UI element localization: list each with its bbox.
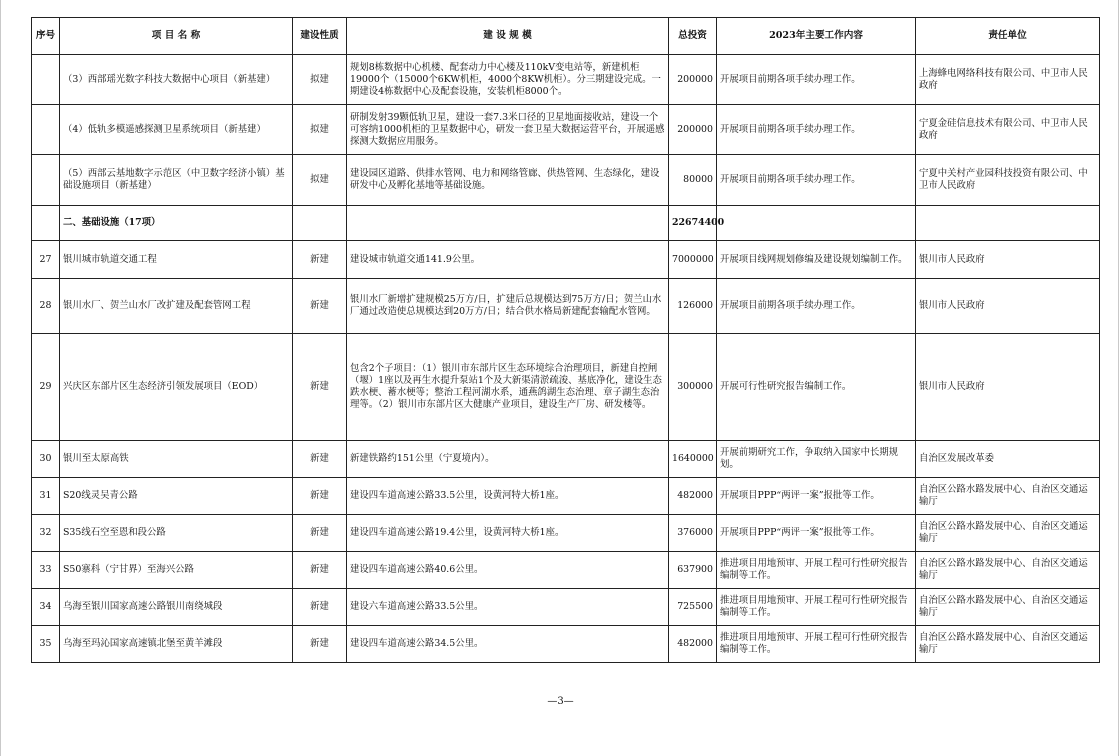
- cell-name: 乌海至玛沁国家高速镇北堡至黄羊滩段: [60, 626, 293, 663]
- cell-scale: 新建铁路约151公里（宁夏境内）。: [347, 441, 669, 478]
- table-row: [32, 334, 1100, 441]
- cell-seq: 30: [32, 441, 60, 478]
- cell-scale: 建设四车道高速公路40.6公里。: [347, 552, 669, 589]
- cell-nature: 拟建: [293, 155, 347, 206]
- cell-nature: 新建: [293, 241, 347, 279]
- cell-work: 开展项目PPP“两评一案”报批等工作。: [717, 515, 916, 552]
- cell-seq: 34: [32, 589, 60, 626]
- cell-scale: 建设四车道高速公路34.5公里。: [347, 626, 669, 663]
- cell-nature: 新建: [293, 478, 347, 515]
- header-seq: 序号: [32, 18, 60, 55]
- cell-unit: 银川市人民政府: [916, 334, 1100, 441]
- header-nature: 建设性质: [293, 18, 347, 55]
- header-unit: 责任单位: [916, 18, 1100, 55]
- cell-work: 开展项目线网规划修编及建设规划编制工作。: [717, 241, 916, 279]
- cell-unit: 自治区公路水路发展中心、自治区交通运输厅: [916, 552, 1100, 589]
- cell-invest: 300000: [669, 334, 717, 441]
- table-row: [32, 626, 1100, 663]
- table-row: [32, 279, 1100, 334]
- cell-name: 银川城市轨道交通工程: [60, 241, 293, 279]
- table-row: [32, 589, 1100, 626]
- cell-work: 开展项目前期各项手续办理工作。: [717, 155, 916, 206]
- cell-scale: 研制发射39颗低轨卫星，建设一套7.3米口径的卫星地面接收站，建设一个可容纳1000机柜的卫星数据中心，研发一套卫星大数据运营平台，开展遥感探测大数据应用服务。: [347, 105, 669, 155]
- cell-name: （3）西部瑶光数字科技大数据中心项目（新基建）: [60, 55, 293, 105]
- table-row: [32, 241, 1100, 279]
- cell-nature: 拟建: [293, 55, 347, 105]
- table-row: [32, 105, 1100, 155]
- cell-unit: 宁夏金硅信息技术有限公司、中卫市人民政府: [916, 105, 1100, 155]
- cell-scale: [347, 206, 669, 241]
- cell-work: 推进项目用地预审、开展工程可行性研究报告编制等工作。: [717, 552, 916, 589]
- cell-work: 开展前期研究工作，争取纳入国家中长期规划。: [717, 441, 916, 478]
- cell-unit: 上海蜂电网络科技有限公司、中卫市人民政府: [916, 55, 1100, 105]
- cell-seq: 31: [32, 478, 60, 515]
- cell-scale: 银川水厂新增扩建规模25万方/日，扩建后总规模达到75万方/日；贺兰山水厂通过改造使总规模达到20万方/日；结合供水格局新建配套输配水管网。: [347, 279, 669, 334]
- cell-invest: 637900: [669, 552, 717, 589]
- cell-seq: [32, 155, 60, 206]
- cell-invest: 725500: [669, 589, 717, 626]
- cell-unit: 自治区发展改革委: [916, 441, 1100, 478]
- cell-unit: 银川市人民政府: [916, 241, 1100, 279]
- cell-nature: 新建: [293, 441, 347, 478]
- table-row: [32, 155, 1100, 206]
- cell-unit: [916, 206, 1100, 241]
- cell-name: 乌海至银川国家高速公路银川南绕城段: [60, 589, 293, 626]
- cell-scale: 建设园区道路、供排水管网、电力和网络管廊、供热管网、生态绿化，建设研发中心及孵化基地等基础设施。: [347, 155, 669, 206]
- header-scale: 建 设 规 模: [347, 18, 669, 55]
- section-row: [32, 206, 1100, 241]
- header-work: 2023年主要工作内容: [717, 18, 916, 55]
- cell-unit: 自治区公路水路发展中心、自治区交通运输厅: [916, 478, 1100, 515]
- cell-name: S35线石空至恩和段公路: [60, 515, 293, 552]
- cell-work: 开展项目前期各项手续办理工作。: [717, 279, 916, 334]
- cell-work: 推进项目用地预审、开展工程可行性研究报告编制等工作。: [717, 626, 916, 663]
- cell-nature: 新建: [293, 626, 347, 663]
- cell-seq: [32, 55, 60, 105]
- cell-invest: 376000: [669, 515, 717, 552]
- table-row: [32, 478, 1100, 515]
- cell-name: 兴庆区东部片区生态经济引领发展项目（EOD）: [60, 334, 293, 441]
- cell-nature: 新建: [293, 552, 347, 589]
- cell-work: 开展项目PPP“两评一案”报批等工作。: [717, 478, 916, 515]
- cell-nature: 拟建: [293, 105, 347, 155]
- page-number: —3—: [547, 696, 574, 707]
- cell-seq: 33: [32, 552, 60, 589]
- cell-seq: 35: [32, 626, 60, 663]
- cell-name: 银川水厂、贺兰山水厂改扩建及配套管网工程: [60, 279, 293, 334]
- cell-unit: 银川市人民政府: [916, 279, 1100, 334]
- cell-invest: 126000: [669, 279, 717, 334]
- cell-nature: 新建: [293, 279, 347, 334]
- header-name: 项 目 名 称: [60, 18, 293, 55]
- cell-invest: 482000: [669, 478, 717, 515]
- table-row: [32, 515, 1100, 552]
- table-row: [32, 441, 1100, 478]
- projects-table: [31, 17, 1100, 663]
- cell-invest: 200000: [669, 55, 717, 105]
- cell-work: 推进项目用地预审、开展工程可行性研究报告编制等工作。: [717, 589, 916, 626]
- cell-name: （5）西部云基地数字示范区（中卫数字经济小镇）基础设施项目（新基建）: [60, 155, 293, 206]
- cell-nature: 新建: [293, 515, 347, 552]
- cell-invest: 7000000: [669, 241, 717, 279]
- cell-name: （4）低轨多模遥感探测卫星系统项目（新基建）: [60, 105, 293, 155]
- cell-scale: 建设四车道高速公路33.5公里，设黄河特大桥1座。: [347, 478, 669, 515]
- header-invest: 总投资: [669, 18, 717, 55]
- cell-seq: 28: [32, 279, 60, 334]
- cell-nature: 新建: [293, 589, 347, 626]
- cell-work: 开展项目前期各项手续办理工作。: [717, 105, 916, 155]
- section-title: 二、基础设施（17项）: [60, 206, 293, 241]
- cell-invest: 80000: [669, 155, 717, 206]
- cell-seq: [32, 105, 60, 155]
- cell-unit: 自治区公路水路发展中心、自治区交通运输厅: [916, 515, 1100, 552]
- table-row: [32, 55, 1100, 105]
- cell-scale: 规划8栋数据中心机楼、配套动力中心楼及110kV变电站等，新建机柜19000个（15000个6KW机柜，4000个8KW机柜）。分三期建设完成。一期建设4栋数据中心及配套设施，安装机柜8000个。: [347, 55, 669, 105]
- cell-name: 银川至太原高铁: [60, 441, 293, 478]
- cell-seq: [32, 206, 60, 241]
- table-header-row: [32, 18, 1100, 55]
- cell-scale: 建设四车道高速公路19.4公里，设黄河特大桥1座。: [347, 515, 669, 552]
- cell-unit: 自治区公路水路发展中心、自治区交通运输厅: [916, 626, 1100, 663]
- cell-seq: 32: [32, 515, 60, 552]
- cell-nature: [293, 206, 347, 241]
- cell-work: [717, 206, 916, 241]
- cell-invest: 200000: [669, 105, 717, 155]
- cell-invest: 482000: [669, 626, 717, 663]
- cell-scale: 建设六车道高速公路33.5公里。: [347, 589, 669, 626]
- cell-seq: 27: [32, 241, 60, 279]
- table-row: [32, 552, 1100, 589]
- cell-name: S50寨科（宁甘界）至海兴公路: [60, 552, 293, 589]
- cell-nature: 新建: [293, 334, 347, 441]
- cell-unit: 宁夏中关村产业园科技投资有限公司、中卫市人民政府: [916, 155, 1100, 206]
- cell-unit: 自治区公路水路发展中心、自治区交通运输厅: [916, 589, 1100, 626]
- cell-seq: 29: [32, 334, 60, 441]
- cell-work: 开展项目前期各项手续办理工作。: [717, 55, 916, 105]
- cell-name: S20线灵吴青公路: [60, 478, 293, 515]
- cell-scale: 包含2个子项目：（1）银川市东部片区生态环境综合治理项目，新建自控闸（堰）1座以及再生水提升泵站1个及大新渠清淤疏浚、基底净化，建设生态跌水梗、蓄水梗等；整治工程河湖水系，通燕鸽湖生态治理、章子湖生态治理等。（2）银川市东部片区大健康产业项目，建设生产厂房、研发楼等。: [347, 334, 669, 441]
- cell-work: 开展可行性研究报告编制工作。: [717, 334, 916, 441]
- section-invest: 22674400: [669, 206, 717, 241]
- cell-invest: 1640000: [669, 441, 717, 478]
- cell-scale: 建设城市轨道交通141.9公里。: [347, 241, 669, 279]
